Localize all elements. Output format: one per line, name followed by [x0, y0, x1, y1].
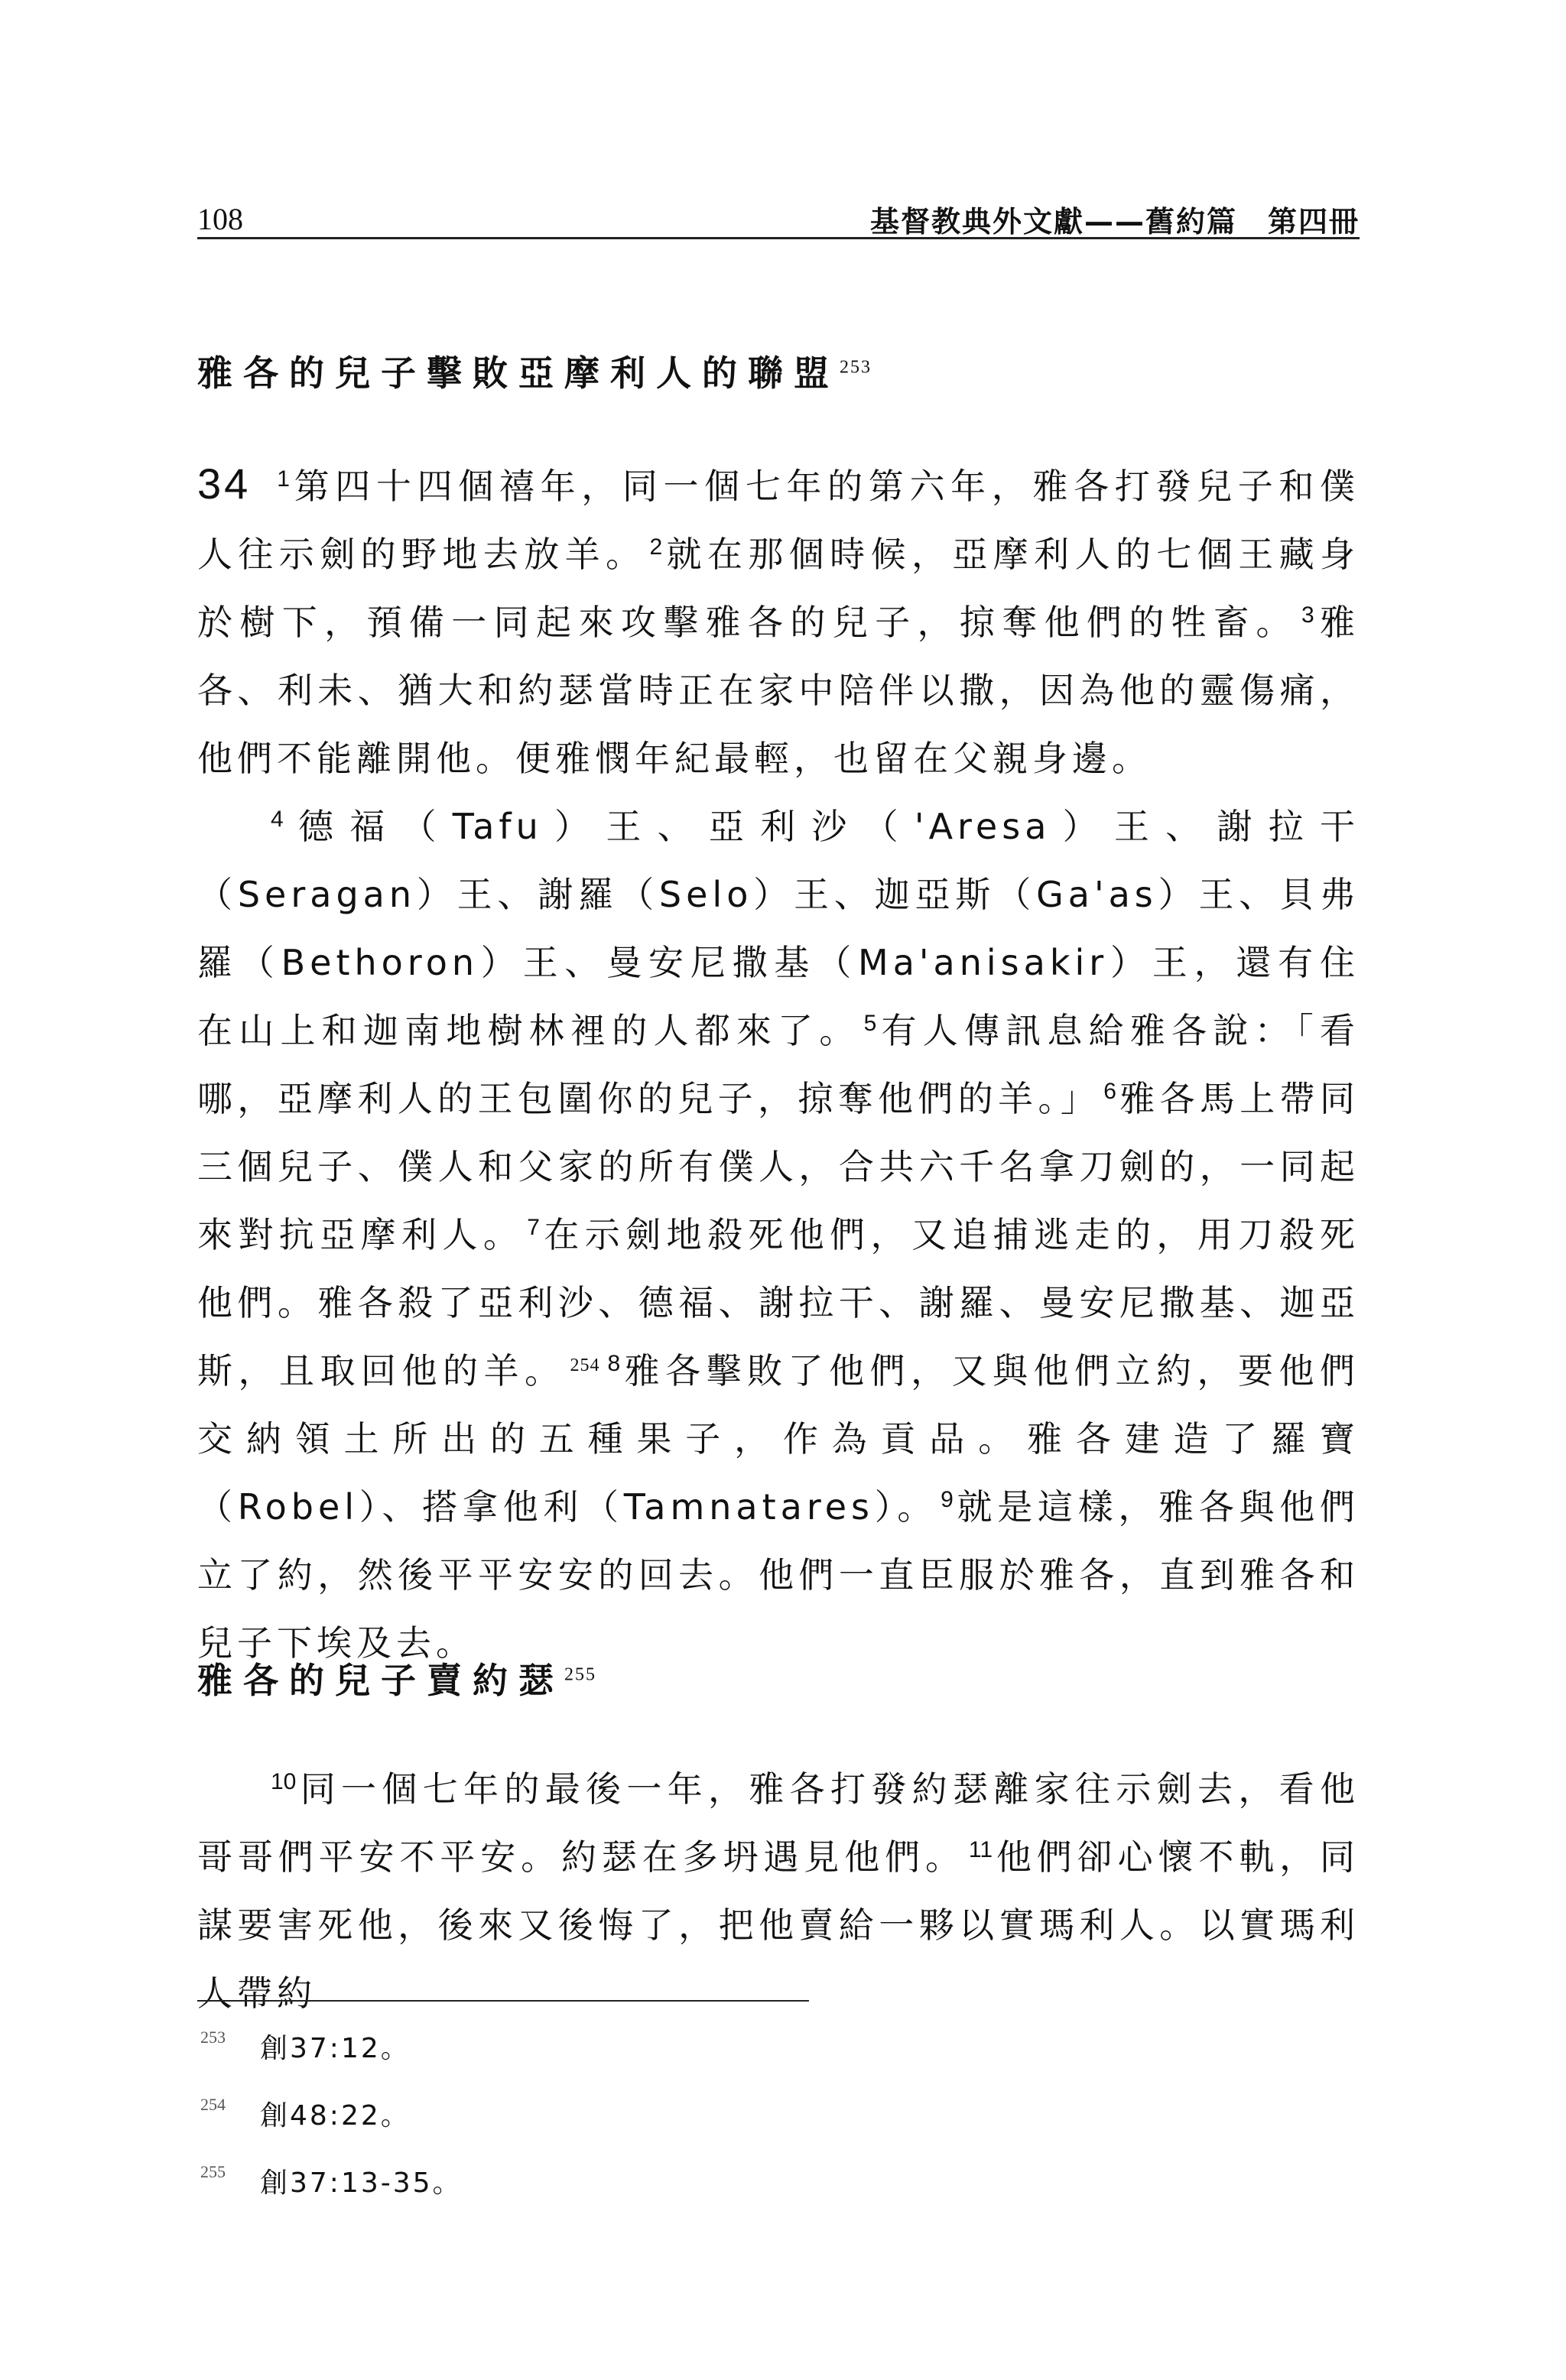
verse-text: 雅各、利未、猶大和約瑟當時正在家中陪伴以撒，因為他的靈傷痛，他們不能離開他。便雅憫年紀最輕，也留在父親身邊。 [197, 602, 1360, 779]
verse-number: 10 [271, 1768, 297, 1794]
verse-text: 在示劍地殺死他們，又追捕逃走的，用刀殺死他們。雅各殺了亞利沙、德福、謝拉干、謝羅、曼安尼撒基、迦亞斯，且取回他的羊。 [197, 1214, 1360, 1391]
verse-text: 他們卻心懷不軌，同謀要害死他，後來又後悔了，把他賣給一夥以實瑪利人。以實瑪利人帶約 [197, 1836, 1360, 2014]
verse-number: 11 [968, 1836, 993, 1862]
footnote-text: 創37:12。 [260, 2033, 411, 2064]
verse-number: 6 [1103, 1078, 1116, 1104]
footnote-text: 創48:22。 [260, 2100, 411, 2132]
verse-text: 德福（Tafu）王、亞利沙（'Aresa）王、謝拉干（Seragan）王、謝羅（Selo）王、迦亞斯（Ga'as）王、貝弗羅（Bethoron）王、曼安尼撒基（Ma'anisakir）王，還有住在山上和迦南地樹林裡的人都來了。 [197, 806, 1360, 1051]
paragraph [197, 450, 1360, 793]
verse-number: 5 [863, 1010, 877, 1036]
verse-text: 有人傳訊息給雅各說：「看哪，亞摩利人的王包圍你的兒子，掠奪他們的羊。」 [197, 1010, 1360, 1119]
footnote-ref: 253 [840, 357, 872, 378]
section-title: 雅各的兒子擊敗亞摩利人的聯盟 [197, 352, 840, 394]
verse-text: 就在那個時候，亞摩利人的七個王藏身於樹下，預備一同起來攻擊雅各的兒子，掠奪他們的牲畜。 [197, 534, 1360, 643]
footnotes [200, 2026, 965, 2228]
verse-text: 就是這樣，雅各與他們立了約，然後平平安安的回去。他們一直臣服於雅各，直到雅各和兒子下埃及去。 [197, 1486, 1360, 1664]
footnote [200, 2026, 965, 2093]
verse-number: 1 [277, 466, 290, 492]
verse-number: 7 [527, 1214, 540, 1240]
footnote-number: 255 [200, 2162, 226, 2181]
footnote-ref: 255 [564, 1664, 596, 1685]
footnote-number: 253 [200, 2028, 226, 2047]
verse-text: 雅各擊敗了他們，又與他們立約，要他們交納領土所出的五種果子，作為貢品。雅各建造了羅寶（Robel）、搭拿他利（Tamnatares）。 [197, 1350, 1360, 1528]
section-heading [197, 1653, 596, 1703]
footnote [200, 2093, 965, 2161]
section-body [197, 1755, 1360, 2028]
footnote-ref: 254 [570, 1355, 600, 1375]
verse-text: 雅各馬上帶同三個兒子、僕人和父家的所有僕人，合共六千名拿刀劍的，一同起來對抗亞摩利人。 [197, 1078, 1360, 1255]
section-body [197, 450, 1360, 1677]
verse-number: 9 [941, 1486, 954, 1512]
section-title: 雅各的兒子賣約瑟 [197, 1660, 564, 1701]
verse-number: 8 [607, 1350, 621, 1376]
verse-number: 2 [649, 534, 663, 560]
running-title: 基督教典外文獻——舊約篇 第四冊 [869, 205, 1360, 239]
paragraph [197, 1755, 1360, 2028]
header-rule [197, 237, 1360, 239]
page-header [197, 195, 1360, 241]
paragraph [197, 793, 1360, 1677]
footnote-number: 254 [200, 2095, 226, 2114]
footnote [200, 2161, 965, 2228]
page-number: 108 [197, 202, 243, 236]
footnote-rule [197, 2000, 809, 2002]
footnote-text: 創37:13-35。 [260, 2167, 463, 2199]
verse-text: 第四十四個禧年，同一個七年的第六年，雅各打發兒子和僕人往示劍的野地去放羊。 [197, 466, 1360, 575]
verse-number: 4 [271, 806, 284, 832]
chapter-number: 34 [197, 459, 252, 508]
verse-number: 3 [1301, 602, 1314, 628]
verse-text: 同一個七年的最後一年，雅各打發約瑟離家往示劍去，看他哥哥們平安不平安。約瑟在多坍遇見他們。 [197, 1768, 1360, 1878]
section-heading [197, 346, 872, 396]
